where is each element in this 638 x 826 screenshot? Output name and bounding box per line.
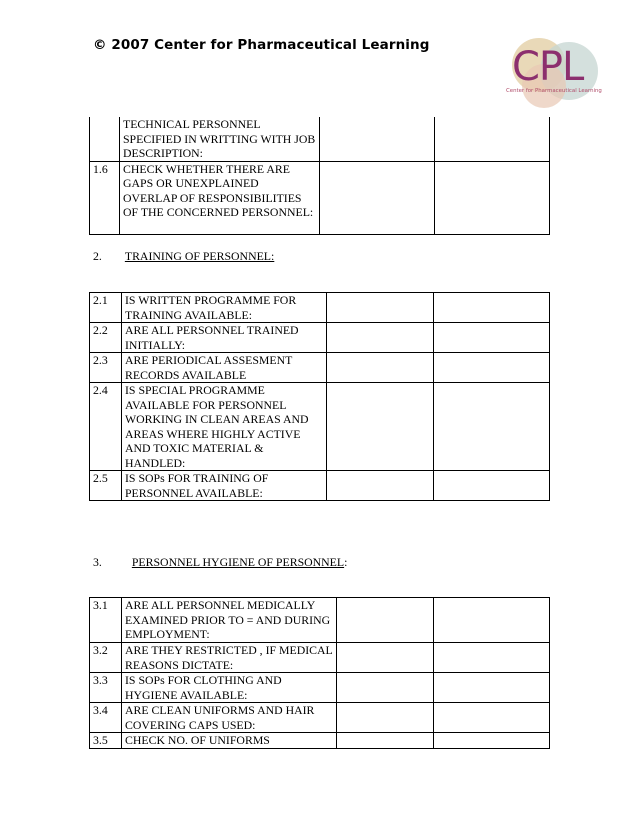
remarks-cell[interactable] [434,293,550,323]
table-row [90,733,550,749]
remarks-cell[interactable] [435,161,550,234]
item-number: 3.1 [90,598,122,643]
logo-mark: CPL [512,44,584,90]
response-cell[interactable] [337,733,434,749]
item-text: IS SOPs FOR CLOTHING AND HYGIENE AVAILABLE: [122,673,337,703]
table-row [90,703,550,733]
table-row [90,117,550,161]
table-row [90,323,550,353]
remarks-cell[interactable] [434,703,550,733]
table-row [90,643,550,673]
logo-tagline: Center for Pharmaceutical Learning [506,88,602,94]
item-number: 2.5 [90,471,122,501]
table-row [90,598,550,643]
table-row [90,353,550,383]
section-title: TRAINING OF PERSONNEL: [124,249,275,263]
response-cell[interactable] [327,323,434,353]
item-number: 3.3 [90,673,122,703]
remarks-cell[interactable] [434,733,550,749]
item-number: 3.4 [90,703,122,733]
item-number [90,117,120,161]
checklist-table-training [89,292,550,501]
item-number: 2.4 [90,383,122,471]
table-row [90,293,550,323]
response-cell[interactable] [337,673,434,703]
item-text: IS SPECIAL PROGRAMME AVAILABLE FOR PERSONNEL WORKING IN CLEAN AREAS AND AREAS WHERE HIGHLY ACTIVE AND TOXIC MATERIAL & HANDLED: [122,383,327,471]
item-text: ARE PERIODICAL ASSESMENT RECORDS AVAILABLE [122,353,327,383]
response-cell[interactable] [327,471,434,501]
item-number: 2.3 [90,353,122,383]
item-text: TECHNICAL PERSONNEL SPECIFIED IN WRITTING WITH JOB DESCRIPTION: [120,117,320,161]
section-heading-hygiene [93,555,347,570]
section-heading-training [93,249,274,264]
item-text: IS SOPs FOR TRAINING OF PERSONNEL AVAILABLE: [122,471,327,501]
response-cell[interactable] [320,117,435,161]
section-title: PERSONNEL HYGIENE OF PERSONNEL [131,555,345,569]
item-text: ARE ALL PERSONNEL MEDICALLY EXAMINED PRIOR TO = AND DURING EMPLOYMENT: [122,598,337,643]
checklist-table-hygiene [89,597,550,749]
remarks-cell[interactable] [434,323,550,353]
item-number: 3.5 [90,733,122,749]
item-text: ARE CLEAN UNIFORMS AND HAIR COVERING CAPS USED: [122,703,337,733]
section-number: 2. [93,249,102,263]
item-text: ARE THEY RESTRICTED , IF MEDICAL REASONS DICTATE: [122,643,337,673]
table-row [90,471,550,501]
section-suffix: : [344,555,348,569]
item-text: CHECK NO. OF UNIFORMS [122,733,337,749]
table-row [90,161,550,234]
item-number: 1.6 [90,161,120,234]
item-number: 2.1 [90,293,122,323]
item-number: 3.2 [90,643,122,673]
section-number: 3. [93,555,102,569]
remarks-cell[interactable] [434,598,550,643]
checklist-table-personnel [89,117,550,235]
item-number: 2.2 [90,323,122,353]
remarks-cell[interactable] [435,117,550,161]
response-cell[interactable] [327,353,434,383]
table-row [90,673,550,703]
remarks-cell[interactable] [434,383,550,471]
response-cell[interactable] [337,703,434,733]
item-text: IS WRITTEN PROGRAMME FOR TRAINING AVAILABLE: [122,293,327,323]
remarks-cell[interactable] [434,673,550,703]
response-cell[interactable] [337,598,434,643]
response-cell[interactable] [327,383,434,471]
response-cell[interactable] [327,293,434,323]
item-text: CHECK WHETHER THERE ARE GAPS OR UNEXPLAINED OVERLAP OF RESPONSIBILITIES OF THE CONCERNED PERSONNEL: [120,161,320,234]
copyright-header: © 2007 Center for Pharmaceutical Learning [93,37,430,53]
table-row [90,383,550,471]
remarks-cell[interactable] [434,353,550,383]
response-cell[interactable] [337,643,434,673]
remarks-cell[interactable] [434,471,550,501]
response-cell[interactable] [320,161,435,234]
remarks-cell[interactable] [434,643,550,673]
item-text: ARE ALL PERSONNEL TRAINED INITIALLY: [122,323,327,353]
cpl-logo [500,34,612,114]
